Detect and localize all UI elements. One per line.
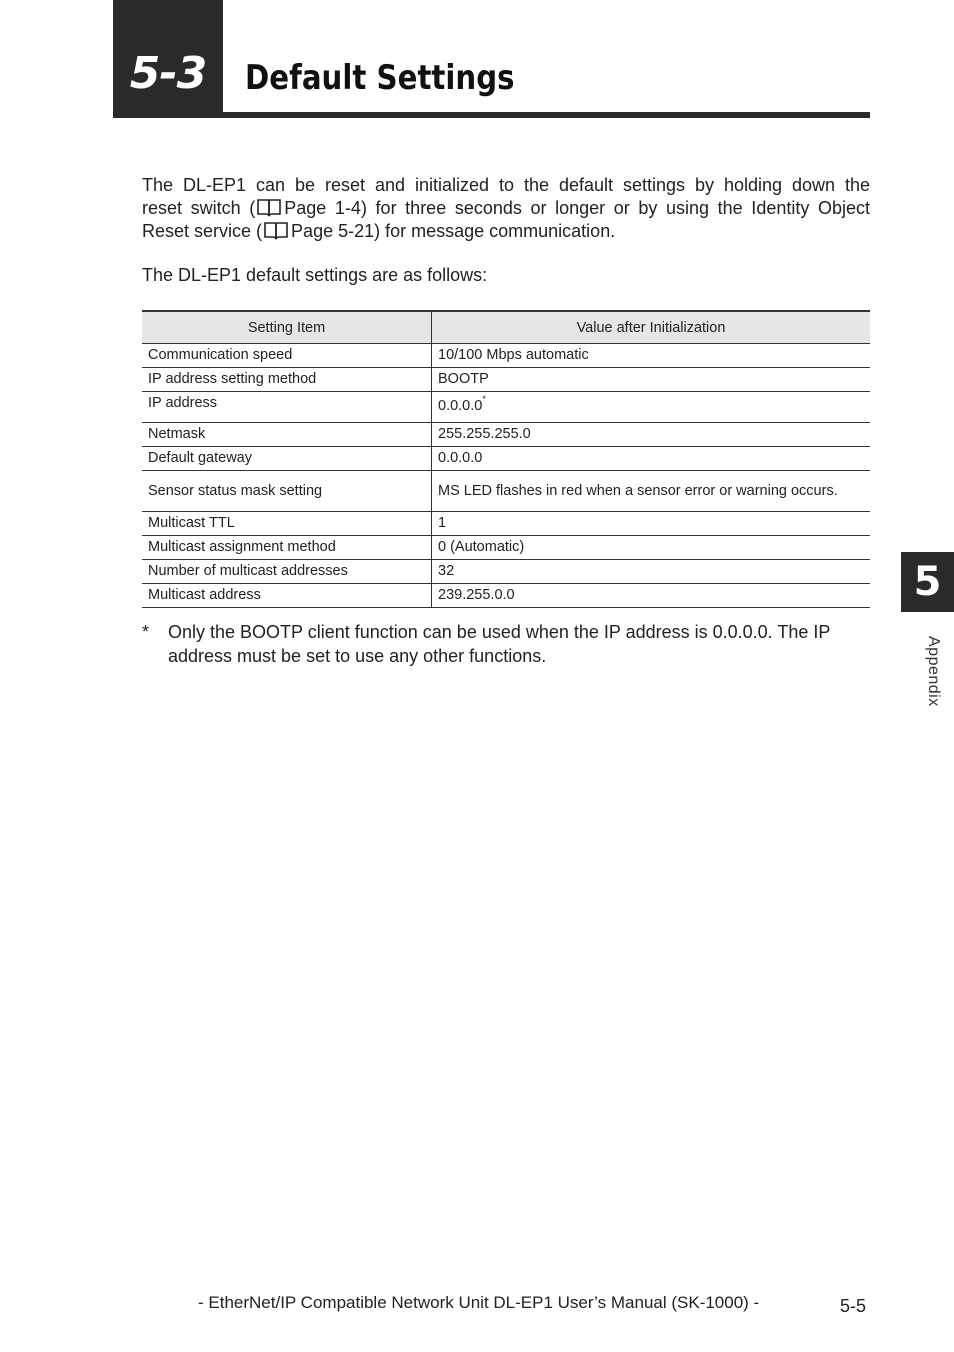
table-row: [142, 560, 870, 584]
ip-address-value: 0.0.0.0: [438, 398, 483, 414]
setting-item-cell: Sensor status mask setting: [142, 471, 432, 512]
setting-value-cell: 0 (Automatic): [432, 536, 871, 560]
header-value: Value after Initialization: [432, 311, 871, 344]
page-title: Default Settings: [245, 58, 515, 98]
header-setting-item: Setting Item: [142, 311, 432, 344]
setting-item-cell: IP address setting method: [142, 368, 432, 392]
table-row: [142, 447, 870, 471]
setting-value-cell: 0.0.0.0: [432, 447, 871, 471]
setting-value-cell: [432, 392, 871, 423]
setting-item-cell: Multicast assignment method: [142, 536, 432, 560]
intro-line-3-end: Page 5-21) for message communication.: [291, 221, 616, 241]
title-rule: [223, 112, 870, 118]
setting-value-cell: 10/100 Mbps automatic: [432, 344, 871, 368]
table-row: [142, 368, 870, 392]
intro-line-3-start: Reset service (: [142, 221, 263, 241]
book-icon: [256, 197, 282, 217]
setting-item-cell: Communication speed: [142, 344, 432, 368]
setting-value-cell: 255.255.255.0: [432, 423, 871, 447]
footnote-reference-mark: *: [482, 394, 486, 404]
intro-line-1: The DL-EP1 can be reset and initialized to the default settings by holding down the: [142, 175, 870, 195]
setting-item-cell: Number of multicast addresses: [142, 560, 432, 584]
table-row: [142, 392, 870, 423]
defaults-lead: The DL-EP1 default settings are as follows:: [142, 265, 488, 285]
section-number: 5-3: [129, 48, 207, 99]
footer-manual-title: - EtherNet/IP Compatible Network Unit DL-EP1 User’s Manual (SK-1000) -: [198, 1293, 760, 1312]
table-row: [142, 584, 870, 608]
table-row: [142, 512, 870, 536]
setting-item-cell: Multicast TTL: [142, 512, 432, 536]
footnote-mark: *: [142, 622, 150, 642]
intro-line-3: [142, 220, 870, 243]
table-row: [142, 471, 870, 512]
default-settings-table: [142, 310, 870, 608]
setting-value-cell: 32: [432, 560, 871, 584]
table-row: [142, 423, 870, 447]
intro-line-2-end: Page 1-4) for three seconds or longer or by using the Identity Object: [284, 198, 870, 218]
setting-value-cell: 1: [432, 512, 871, 536]
section-number-box: [113, 0, 223, 118]
setting-item-cell: Netmask: [142, 423, 432, 447]
table-row: [142, 536, 870, 560]
chapter-label: Appendix: [925, 636, 942, 707]
setting-value-cell: 239.255.0.0: [432, 584, 871, 608]
table-row: [142, 344, 870, 368]
page-number: 5-5: [840, 1296, 867, 1316]
table-header-row: [142, 311, 870, 344]
setting-item-cell: Multicast address: [142, 584, 432, 608]
setting-item-cell: Default gateway: [142, 447, 432, 471]
book-icon: [263, 220, 289, 240]
intro-line-2: [142, 197, 870, 220]
footnote: [142, 620, 870, 668]
chapter-tab: 5: [901, 552, 954, 612]
setting-item-cell: IP address: [142, 392, 432, 423]
intro-line-2-start: reset switch (: [142, 198, 256, 218]
setting-value-cell: BOOTP: [432, 368, 871, 392]
footnote-text: Only the BOOTP client function can be used when the IP address is 0.0.0.0. The IP address must be set to use any other functions.: [168, 622, 831, 666]
intro-paragraph: [142, 174, 870, 243]
setting-value-cell: MS LED flashes in red when a sensor error or warning occurs.: [432, 471, 871, 512]
